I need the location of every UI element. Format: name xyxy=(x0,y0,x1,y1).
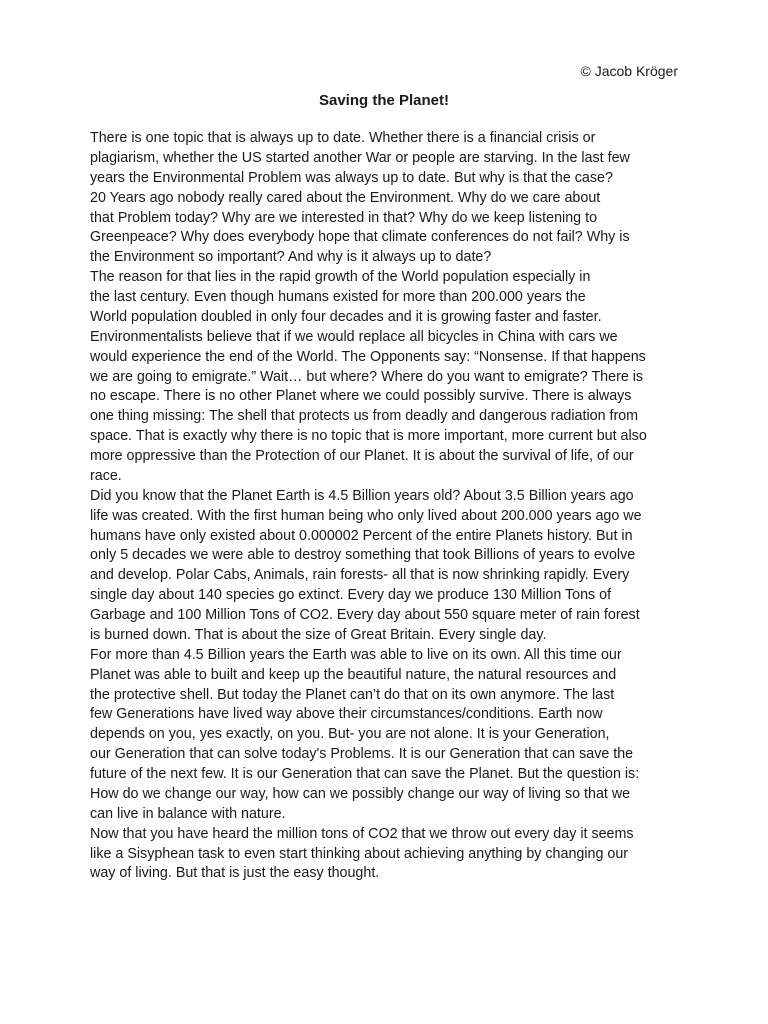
text-line: that Problem today? Why are we interested in that? Why do we keep listening to xyxy=(90,209,598,226)
text-line: The reason for that lies in the rapid growth of the World population especially in xyxy=(90,269,591,286)
text-line: like a Sisyphean task to even start thinking about achieving anything by changing our xyxy=(90,845,629,862)
text-line: Environmentalists believe that if we would replace all bicycles in China with cars we xyxy=(90,328,618,345)
text-line: more oppressive than the Protection of our Planet. It is about the survival of life, of our xyxy=(90,448,634,464)
text-line: few Generations have lived way above their circumstances/conditions. Earth now xyxy=(90,706,603,723)
text-line: can live in balance with nature. xyxy=(90,805,286,822)
text-line: is burned down. That is about the size of Great Britain. Every single day. xyxy=(90,626,547,643)
text-line: the last century. Even though humans existed for more than 200.000 years the xyxy=(90,289,586,305)
document-title: Saving the Planet! xyxy=(318,92,450,109)
text-line: our Generation that can solve today's Problems. It is our Generation that can save the xyxy=(90,746,634,763)
copyright-notice: © Jacob Kröger xyxy=(580,63,678,79)
text-line: depends on you, yes exactly, on you. But- you are not alone. It is your Generation, xyxy=(90,726,610,743)
text-line: Did you know that the Planet Earth is 4.5 Billion years old? About 3.5 Billion years ago xyxy=(90,487,634,504)
text-line: and develop. Polar Cabs, Animals, rain forests- all that is now shrinking rapidly. Every xyxy=(90,567,630,584)
document-body xyxy=(90,129,690,884)
text-line: one thing missing: The shell that protects us from deadly and dangerous radiation from xyxy=(90,408,639,425)
text-line: we are going to emigrate.” Wait… but where? Where do you want to emigrate? There is xyxy=(90,368,644,385)
text-line: World population doubled in only four decades and it is growing faster and faster. xyxy=(90,308,602,325)
text-line: the Environment so important? And why is it always up to date? xyxy=(90,249,492,266)
text-line: How do we change our way, how can we possibly change our way of living so that we xyxy=(90,785,631,802)
text-line: There is one topic that is always up to date. Whether there is a financial crisis or xyxy=(90,130,596,146)
text-line: For more than 4.5 Billion years the Earth was able to live on its own. All this time our xyxy=(90,646,622,663)
text-line: single day about 140 species go extinct. Every day we produce 130 Million Tons of xyxy=(90,587,612,604)
text-line: plagiarism, whether the US started another War or people are starving. In the last few xyxy=(90,149,630,166)
text-line: humans have only existed about 0.000002 Percent of the entire Planets history. But in xyxy=(90,527,633,544)
text-line: space. That is exactly why there is no topic that is more important, more current but also xyxy=(90,428,647,445)
text-line: no escape. There is no other Planet where we could possibly survive. There is always xyxy=(90,388,632,405)
text-line: life was created. With the first human being who only lived about 200.000 years ago we xyxy=(90,507,642,524)
text-line: way of living. But that is just the easy thought. xyxy=(90,865,380,882)
text-line: 20 Years ago nobody really cared about the Environment. Why do we care about xyxy=(90,189,601,206)
text-line: Now that you have heard the million tons of CO2 that we throw out every day it seems xyxy=(90,825,634,842)
text-line: future of the next few. It is our Generation that can save the Planet. But the question is: xyxy=(90,766,640,782)
text-line: race. xyxy=(90,467,122,484)
text-line: Greenpeace? Why does everybody hope that climate conferences do not fail? Why is xyxy=(90,229,630,246)
text-line: years the Environmental Problem was always up to date. But why is that the case? xyxy=(90,169,613,186)
text-line: would experience the end of the World. The Opponents say: “Nonsense. If that happens xyxy=(90,348,646,365)
text-line: Planet was able to built and keep up the beautiful nature, the natural resources and xyxy=(90,666,617,683)
text-line: the protective shell. But today the Planet can’t do that on its own anymore. The last xyxy=(90,686,615,703)
text-line: Garbage and 100 Million Tons of CO2. Every day about 550 square meter of rain forest xyxy=(90,607,640,623)
text-line: only 5 decades we were able to destroy something that took Billions of years to evolve xyxy=(90,547,636,564)
